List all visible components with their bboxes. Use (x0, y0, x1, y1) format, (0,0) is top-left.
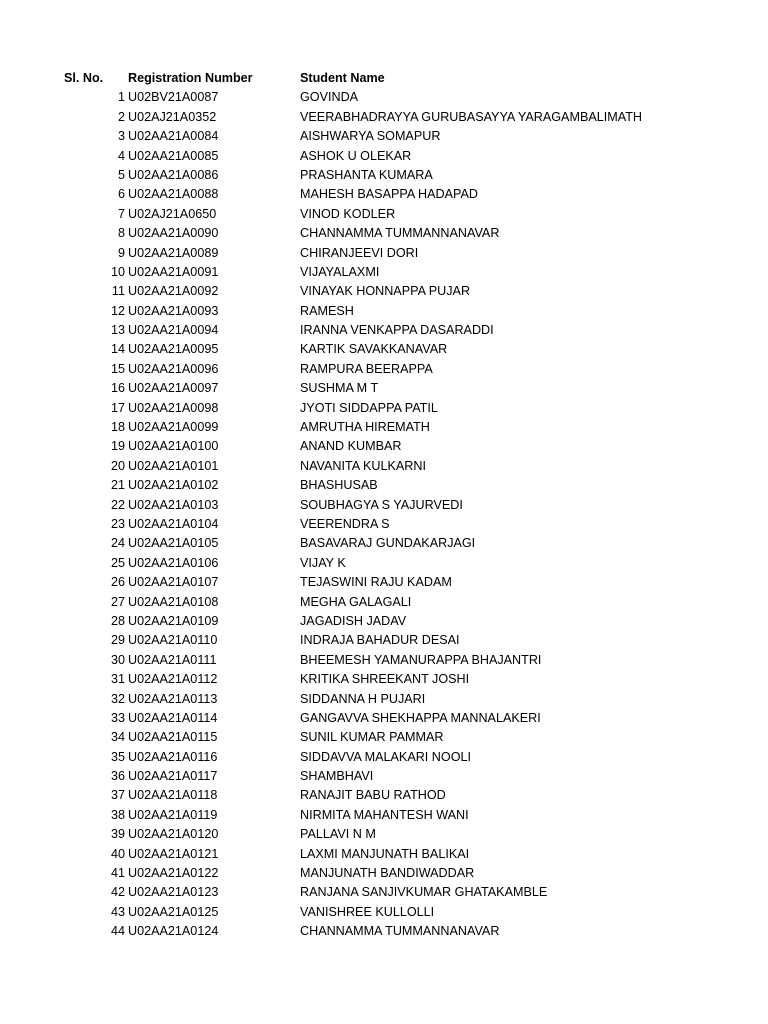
student-name: GOVINDA (300, 90, 359, 105)
serial-number: 23 (110, 516, 125, 531)
table-row (0, 437, 768, 456)
serial-number: 33 (110, 710, 125, 725)
student-name: ANAND KUMBAR (300, 439, 402, 454)
serial-number: 5 (117, 167, 125, 182)
student-name: SUSHMA M T (300, 381, 379, 396)
registration-number: U02AJ21A0650 (128, 206, 217, 221)
table-row (0, 185, 768, 204)
registration-number: U02AA21A0102 (128, 478, 219, 493)
serial-number: 36 (110, 769, 125, 784)
table-row (0, 670, 768, 689)
table-row (0, 690, 768, 709)
serial-number: 41 (110, 866, 125, 881)
table-row (0, 903, 768, 922)
registration-number: U02AA21A0097 (128, 381, 219, 396)
table-row (0, 573, 768, 592)
table-row (0, 883, 768, 902)
table-row (0, 631, 768, 650)
table-row (0, 263, 768, 282)
registration-number: U02AA21A0090 (128, 226, 219, 241)
student-name: INDRAJA BAHADUR DESAI (300, 633, 460, 648)
student-name: VANISHREE KULLOLLI (300, 904, 435, 919)
student-name: KRITIKA SHREEKANT JOSHI (300, 672, 470, 687)
serial-number: 9 (117, 245, 125, 260)
table-row (0, 244, 768, 263)
student-name: LAXMI MANJUNATH BALIKAI (300, 846, 470, 861)
student-name: SUNIL KUMAR PAMMAR (300, 730, 444, 745)
table-row (0, 399, 768, 418)
table-row (0, 825, 768, 844)
student-name: SHAMBHAVI (300, 769, 374, 784)
serial-number: 26 (110, 575, 125, 590)
header-registration-number: Registration Number (128, 71, 253, 85)
serial-number: 39 (110, 827, 125, 842)
registration-number: U02AA21A0110 (128, 633, 218, 648)
serial-number: 31 (110, 672, 125, 687)
table-row (0, 147, 768, 166)
registration-number: U02AA21A0116 (128, 749, 218, 764)
registration-number: U02AA21A0109 (128, 613, 219, 628)
serial-number: 35 (110, 749, 125, 764)
serial-number: 40 (110, 846, 125, 861)
student-name: KARTIK SAVAKKANAVAR (300, 342, 448, 357)
student-name: TEJASWINI RAJU KADAM (300, 575, 452, 590)
student-name: MAHESH BASAPPA HADAPAD (300, 187, 478, 202)
registration-number: U02AA21A0106 (128, 555, 219, 570)
table-row (0, 360, 768, 379)
student-name: CHANNAMMA TUMMANNANAVAR (300, 226, 500, 241)
student-name: VIJAYALAXMI (300, 264, 380, 279)
serial-number: 37 (110, 788, 125, 803)
serial-number: 1 (117, 90, 125, 105)
student-name: SOUBHAGYA S YAJURVEDI (300, 497, 463, 512)
table-row (0, 321, 768, 340)
registration-number: U02AA21A0086 (128, 167, 219, 182)
registration-number: U02AA21A0114 (128, 710, 218, 725)
registration-number: U02AA21A0118 (128, 788, 218, 803)
serial-number: 21 (110, 478, 125, 493)
table-row (0, 728, 768, 747)
table-row (0, 127, 768, 146)
serial-number: 11 (111, 284, 125, 299)
registration-number: U02AA21A0100 (128, 439, 219, 454)
serial-number: 34 (110, 730, 125, 745)
serial-number: 22 (110, 497, 125, 512)
student-name: BHASHUSAB (300, 478, 378, 493)
registration-number: U02AA21A0107 (128, 575, 219, 590)
serial-number: 28 (110, 613, 125, 628)
registration-number: U02AA21A0096 (128, 361, 219, 376)
table-row (0, 282, 768, 301)
registration-number: U02AA21A0091 (128, 264, 219, 279)
registration-number: U02AA21A0121 (128, 846, 219, 861)
serial-number: 18 (110, 420, 125, 435)
student-name: AMRUTHA HIREMATH (300, 420, 430, 435)
table-row (0, 224, 768, 243)
table-row (0, 845, 768, 864)
serial-number: 10 (110, 264, 125, 279)
registration-number: U02AA21A0117 (128, 769, 218, 784)
student-name: VIJAY K (300, 555, 346, 570)
registration-number: U02AA21A0101 (128, 458, 219, 473)
registration-number: U02AA21A0104 (128, 516, 219, 531)
table-row (0, 496, 768, 515)
table-row (0, 457, 768, 476)
student-name: PRASHANTA KUMARA (300, 167, 433, 182)
table-row (0, 108, 768, 127)
serial-number: 12 (110, 303, 125, 318)
student-name: MEGHA GALAGALI (300, 594, 412, 609)
header-sl-no: Sl. No. (64, 71, 104, 85)
table-row (0, 476, 768, 495)
registration-number: U02AA21A0120 (128, 827, 219, 842)
serial-number: 29 (110, 633, 125, 648)
serial-number: 14 (110, 342, 125, 357)
table-row (0, 651, 768, 670)
serial-number: 8 (117, 226, 125, 241)
table-row (0, 205, 768, 224)
table-row (0, 379, 768, 398)
student-name: CHIRANJEEVI DORI (300, 245, 419, 260)
student-name: ASHOK U OLEKAR (300, 148, 412, 163)
registration-number: U02AA21A0092 (128, 284, 219, 299)
serial-number: 6 (117, 187, 125, 202)
registration-number: U02AA21A0093 (128, 303, 219, 318)
registration-number: U02AA21A0119 (128, 807, 218, 822)
table-row (0, 515, 768, 534)
serial-number: 43 (110, 904, 125, 919)
serial-number: 17 (110, 400, 125, 415)
table-row (0, 340, 768, 359)
table-row (0, 767, 768, 786)
table-row (0, 864, 768, 883)
student-name: VEERENDRA S (300, 516, 390, 531)
table-row (0, 922, 768, 941)
table-row (0, 302, 768, 321)
student-name: AISHWARYA SOMAPUR (300, 129, 441, 144)
serial-number: 19 (110, 439, 125, 454)
student-name: SIDDAVVA MALAKARI NOOLI (300, 749, 471, 764)
table-row (0, 612, 768, 631)
registration-number: U02AA21A0112 (128, 672, 218, 687)
student-name: SIDDANNA H PUJARI (300, 691, 426, 706)
serial-number: 20 (110, 458, 125, 473)
serial-number: 30 (110, 652, 125, 667)
registration-number: U02AA21A0113 (128, 691, 218, 706)
table-body (0, 88, 768, 941)
student-name: CHANNAMMA TUMMANNANAVAR (300, 924, 500, 939)
student-name: JAGADISH JADAV (300, 613, 407, 628)
student-name: JYOTI SIDDAPPA PATIL (300, 400, 438, 415)
student-name: RAMPURA BEERAPPA (300, 361, 433, 376)
registration-number: U02AA21A0098 (128, 400, 219, 415)
registration-number: U02AA21A0115 (128, 730, 218, 745)
registration-number: U02AA21A0103 (128, 497, 219, 512)
registration-number: U02AA21A0088 (128, 187, 219, 202)
student-name: BHEEMESH YAMANURAPPA BHAJANTRI (300, 652, 542, 667)
serial-number: 32 (110, 691, 125, 706)
student-name: VINAYAK HONNAPPA PUJAR (300, 284, 471, 299)
table-row (0, 786, 768, 805)
student-name: NIRMITA MAHANTESH WANI (300, 807, 469, 822)
table-row (0, 806, 768, 825)
registration-number: U02AA21A0085 (128, 148, 219, 163)
registration-number: U02AA21A0111 (128, 652, 217, 667)
registration-number: U02AA21A0122 (128, 866, 219, 881)
serial-number: 7 (117, 206, 125, 221)
serial-number: 38 (110, 807, 125, 822)
serial-number: 44 (110, 924, 125, 939)
student-name: RAMESH (300, 303, 354, 318)
table-row (0, 554, 768, 573)
table-row (0, 88, 768, 107)
serial-number: 27 (110, 594, 125, 609)
serial-number: 4 (117, 148, 125, 163)
registration-number: U02AJ21A0352 (128, 109, 217, 124)
serial-number: 42 (110, 885, 125, 900)
student-name: PALLAVI N M (300, 827, 376, 842)
table-row (0, 166, 768, 185)
registration-number: U02AA21A0123 (128, 885, 219, 900)
student-name: MANJUNATH BANDIWADDAR (300, 866, 475, 881)
student-name: GANGAVVA SHEKHAPPA MANNALAKERI (300, 710, 541, 725)
student-name: VEERABHADRAYYA GURUBASAYYA YARAGAMBALIMATH (300, 109, 642, 124)
table-row (0, 709, 768, 728)
table-row (0, 534, 768, 553)
registration-number: U02AA21A0084 (128, 129, 219, 144)
registration-number: U02AA21A0089 (128, 245, 219, 260)
serial-number: 24 (110, 536, 125, 551)
serial-number: 25 (110, 555, 125, 570)
serial-number: 13 (110, 323, 125, 338)
registration-number: U02AA21A0125 (128, 904, 219, 919)
table-row (0, 748, 768, 767)
student-name: VINOD KODLER (300, 206, 396, 221)
table-header-row (0, 69, 768, 88)
registration-number: U02AA21A0095 (128, 342, 219, 357)
serial-number: 15 (110, 361, 125, 376)
registration-number: U02AA21A0094 (128, 323, 219, 338)
table-row (0, 593, 768, 612)
registration-number: U02AA21A0124 (128, 924, 219, 939)
serial-number: 16 (110, 381, 125, 396)
table-row (0, 418, 768, 437)
student-name: BASAVARAJ GUNDAKARJAGI (300, 536, 476, 551)
registration-number: U02BV21A0087 (128, 90, 219, 105)
student-name: RANJANA SANJIVKUMAR GHATAKAMBLE (300, 885, 548, 900)
student-name: RANAJIT BABU RATHOD (300, 788, 446, 803)
serial-number: 2 (117, 109, 125, 124)
registration-number: U02AA21A0108 (128, 594, 219, 609)
student-name: IRANNA VENKAPPA DASARADDI (300, 323, 494, 338)
registration-number: U02AA21A0099 (128, 420, 219, 435)
student-list-table (0, 69, 768, 942)
serial-number: 3 (117, 129, 125, 144)
header-student-name: Student Name (300, 71, 385, 85)
student-name: NAVANITA KULKARNI (300, 458, 426, 473)
registration-number: U02AA21A0105 (128, 536, 219, 551)
